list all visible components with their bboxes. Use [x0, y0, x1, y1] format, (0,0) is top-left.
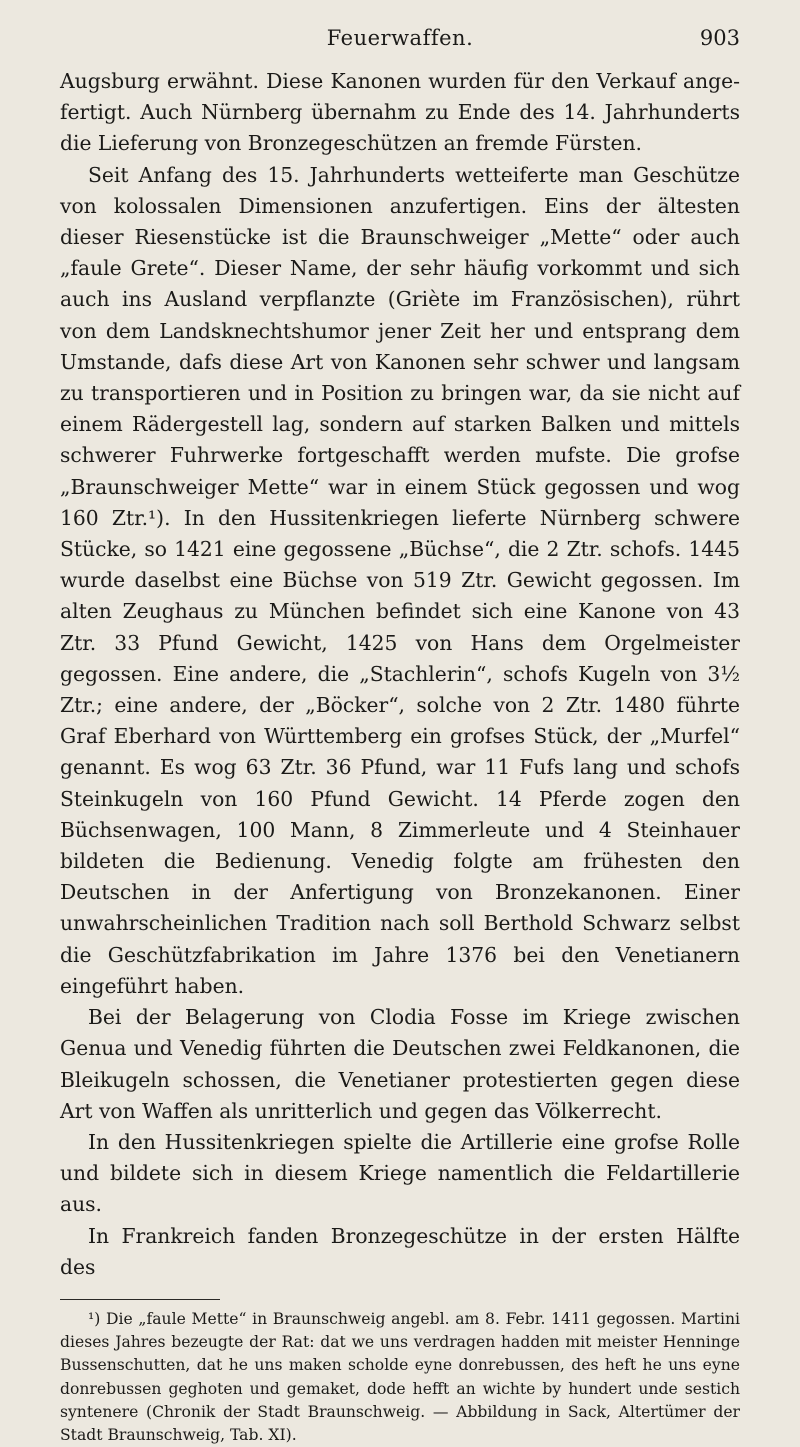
- paragraph-4: In den Hussitenkriegen spielte die Artillerie eine grofse Rolle und bildete sich in diesem Kriege namentlich die Feldartillerie aus.: [60, 1129, 740, 1217]
- running-title: Feuerwaffen.: [326, 26, 474, 50]
- paragraph-2: Seit Anfang des 15. Jahrhunderts wetteiferte man Geschütze von kolossalen Dimensionen anzufertigen. Eins der ältesten dieser Riesenstücke ist die Braunschweiger „Mette“ oder auch „faule Grete“. Dieser Name, der sehr häufig vorkommt und sich auch ins Ausland verpflanzte (Griète im Französischen), rührt von dem Landsknechtshumor jener Zeit her und entsprang dem Umstande, dafs diese Art von Kanonen sehr schwer und langsam zu transportieren und in Position zu bringen war, da sie nicht auf einem Rädergestell lag, sondern auf starken Balken und mittels schwerer Fuhrwerke fortgeschafft werden mufste. Die grofse „Braunschweiger Mette“ war in einem Stück gegossen und wog 160 Ztr.¹). In den Hussitenkriegen lieferte Nürnberg schwere Stücke, so 1421 eine gegossene „Büchse“, die 2 Ztr. schofs. 1445 wurde daselbst eine Büchse von 519 Ztr. Gewicht gegossen. Im alten Zeughaus zu München befindet sich eine Kanone von 43 Ztr. 33 Pfund Gewicht, 1425 von Hans dem Orgelmeister gegossen. Eine andere, die „Stachlerin“, schofs Kugeln von 3½ Ztr.; eine andere, der „Böcker“, solche von 2 Ztr. 1480 führte Graf Eberhard von Württemberg ein grofses Stück, der „Murfel“ genannt. Es wog 63 Ztr. 36 Pfund, war 11 Fufs lang und schofs Steinkugeln von 160 Pfund Gewicht. 14 Pferde zogen den Büchsenwagen, 100 Mann, 8 Zimmerleute und 4 Steinhauer bildeten die Bedienung. Venedig folgte am frühesten den Deutschen in der Anfertigung von Bronzekanonen. Einer unwahrscheinlichen Tradition nach soll Berthold Schwarz selbst die Geschützfabrikation im Jahre 1376 bei den Venetianern eingeführt haben.: [60, 162, 740, 998]
- main-text: [60, 66, 740, 1283]
- paragraph-1: Augsburg erwähnt. Diese Kanonen wurden für den Verkauf angefertigt. Auch Nürnberg übernahm zu Ende des 14. Jahrhunderts die Lieferung von Bronzegeschützen an fremde Fürsten.: [60, 69, 740, 156]
- footnotes: [60, 1308, 740, 1447]
- footnote-divider: [60, 1299, 220, 1300]
- footnote-1: ¹) Die „faule Mette“ in Braunschweig angebl. am 8. Febr. 1411 gegossen. Martini dieses Jahres bezeugte der Rat: dat we uns verdragen hadden mit meister Henninge Bussenschutten, dat he uns maken scholde eyne donrebussen, des heft he uns eyne donrebussen geghoten und gemaket, dode hefft an wichte by hundert unde sestich syntenere (Chronik der Stadt Braunschweig. — Abbildung in Sack, Altertümer der Stadt Braunschweig, Tab. XI).: [60, 1309, 740, 1444]
- paragraph-5: In Frankreich fanden Bronzegeschütze in der ersten Hälfte des: [60, 1223, 740, 1279]
- paragraph-3: Bei der Belagerung von Clodia Fosse im Kriege zwischen Genua und Venedig führten die Deutschen zwei Feldkanonen, die Bleikugeln schossen, die Venetianer protestierten gegen diese Art von Waffen als unritterlich und gegen das Völkerrecht.: [60, 1005, 740, 1123]
- page-header: [60, 26, 740, 56]
- page-number: 903: [699, 26, 740, 50]
